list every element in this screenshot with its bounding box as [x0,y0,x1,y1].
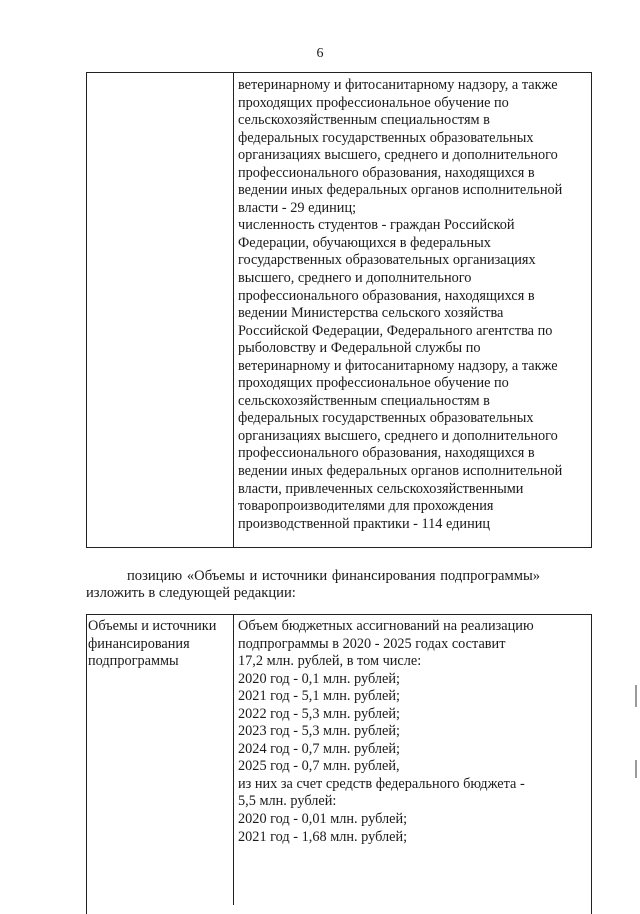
text-line: организациях высшего, среднего и дополнительного [238,427,558,444]
paragraph-line-2: изложить в следующей редакции: [86,585,296,601]
table-bottom-left-cell [88,618,216,671]
text-line: Объем бюджетных ассигнований на реализацию [238,618,534,634]
text-line: ведении иных федеральных органов исполнительной [238,182,563,199]
text-line: 2023 год - 5,3 млн. рублей; [238,723,400,740]
text-line: проходящих профессиональное обучение по [238,94,509,111]
text-line: 2025 год - 0,7 млн. рублей, [238,758,400,775]
text-line: 2020 год - 0,01 млн. рублей; [238,811,408,828]
text-line: Объемы и источники [88,618,217,634]
text-line: власти, привлеченных сельскохозяйственными [238,480,524,497]
text-line: высшего, среднего и дополнительного [238,270,472,287]
text-line: сельскохозяйственным специальностям в [238,112,490,129]
text-line: 2024 год - 0,7 млн. рублей; [238,740,400,757]
text-line: организациях высшего, среднего и дополнительного [238,147,558,164]
text-line: ветеринарному и фитосанитарному надзору, а также [238,77,558,93]
page-number: 6 [316,46,324,61]
text-line: профессионального образования, находящихся в [238,445,535,462]
scan-mark [635,685,637,707]
text-line: товаропроизводителями для прохождения [238,498,494,515]
table-top-column-divider [233,72,234,548]
text-line: финансирования [88,635,190,652]
text-line: 2022 год - 5,3 млн. рублей; [238,705,400,722]
table-bottom-right-cell [238,618,534,846]
text-line: 17,2 млн. рублей, в том числе: [238,653,422,670]
text-line: ведении Министерства сельского хозяйства [238,305,504,322]
text-line: профессионального образования, находящихся в [238,287,535,304]
text-line: рыболовству и Федеральной службы по [238,340,481,357]
text-line: власти - 29 единиц; [238,199,357,216]
scan-mark [635,760,637,778]
text-line: Федерации, обучающихся в федеральных [238,234,491,251]
text-line: федеральных государственных образовательных [238,410,534,427]
text-line: 2021 год - 5,1 млн. рублей; [238,688,400,705]
table-bottom-column-divider [233,614,234,905]
text-line: сельскохозяйственным специальностям в [238,392,490,409]
text-line: проходящих профессиональное обучение по [238,375,509,392]
text-line: 2021 год - 1,68 млн. рублей; [238,828,408,845]
text-line: производственной практики - 114 единиц [238,515,491,532]
paragraph-line-1: позицию «Объемы и источники финансирования подпрограммы» [127,568,541,584]
text-line: ведении иных федеральных органов исполнительной [238,463,563,480]
text-line: подпрограммы [88,653,179,670]
text-line: ветеринарному и фитосанитарному надзору, а также [238,357,558,374]
text-line: 2020 год - 0,1 млн. рублей; [238,670,400,687]
text-line: из них за счет средств федерального бюджета - [238,775,525,792]
text-line: профессионального образования, находящихся в [238,164,535,181]
text-line: Российской Федерации, Федерального агентства по [238,322,553,339]
text-line: государственных образовательных организациях [238,252,536,269]
text-line: федеральных государственных образовательных [238,129,534,146]
text-line: численность студентов - граждан Российской [238,217,515,234]
text-line: 5,5 млн. рублей: [238,793,337,810]
text-line: подпрограммы в 2020 - 2025 годах составит [238,635,506,652]
table-top-right-cell [238,77,562,533]
